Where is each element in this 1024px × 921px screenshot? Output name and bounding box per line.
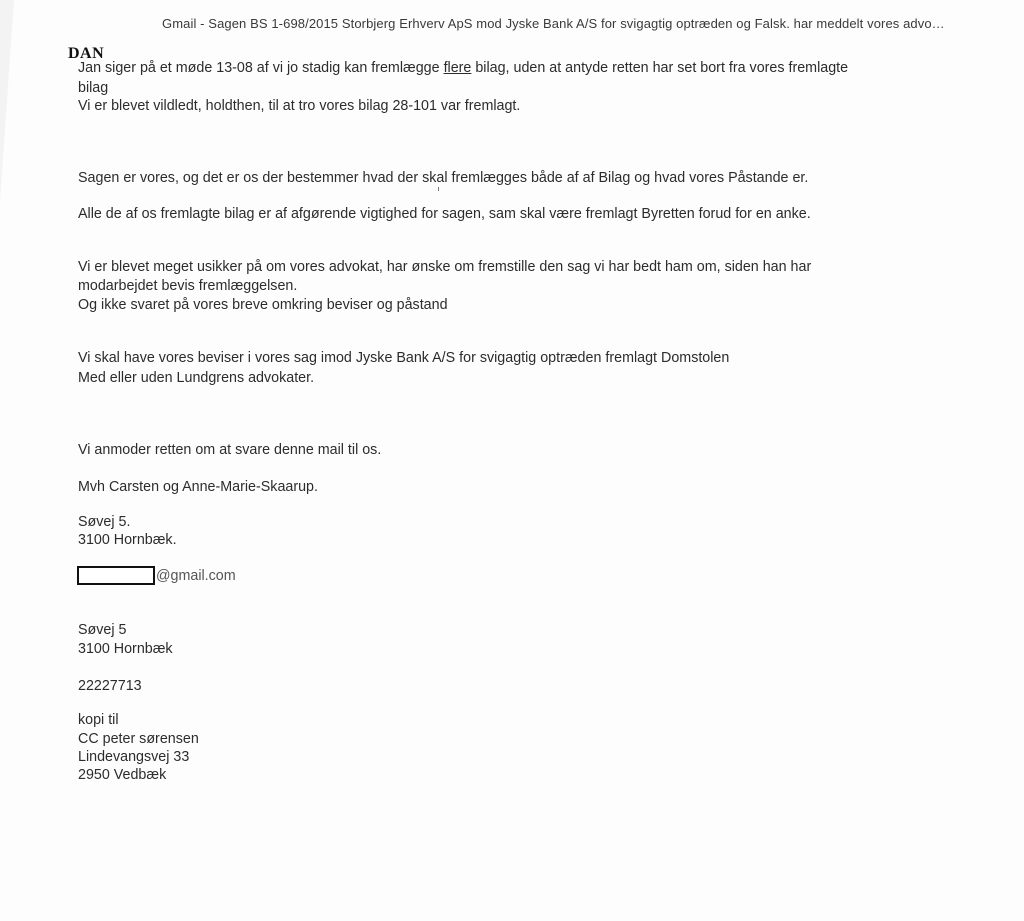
address-2-street: Søvej 5 [78,622,127,638]
phone-number: 22227713 [78,678,142,694]
email-suffix: @gmail.com [156,567,236,584]
paragraph-4-line-1: Vi er blevet meget usikker på om vores advokat, har ønske om fremstille den sag vi har bedt ham om, siden han har [78,259,812,275]
p1-underlined-word: flere [443,60,472,76]
p1-text-before: Jan siger på et møde 13-08 af vi jo stadig kan fremlægge [78,60,444,76]
copy-label: kopi til [78,712,119,728]
address-2-city: 3100 Hornbæk [78,641,173,657]
paragraph-2: Sagen er vores, og det er os der bestemmer hvad der skal fremlægges både af af Bilag og hvad vores Påstande er. [78,170,809,186]
stamp-text: DAN [68,45,105,62]
address-1-city: 3100 Hornbæk. [78,532,177,548]
page-corner-shadow [0,0,14,200]
print-header-title: Gmail - Sagen BS 1-698/2015 Storbjerg Erhverv ApS mod Jyske Bank A/S for svigagtig optræden og Falsk. har meddelt vores advo… [162,16,945,31]
stray-scan-mark [438,187,439,191]
copy-name: CC peter sørensen [78,731,199,747]
paragraph-5-line-1: Vi skal have vores beviser i vores sag imod Jyske Bank A/S for svigagtig optræden fremlagt Domstolen [78,350,730,366]
redaction-box [77,566,155,585]
paragraph-4-line-2: modarbejdet bevis fremlæggelsen. [78,278,298,294]
paragraph-3: Alle de af os fremlagte bilag er af afgørende vigtighed for sagen, sam skal være fremlagt Byretten forud for en anke. [78,206,811,222]
signature-line: Mvh Carsten og Anne-Marie-Skaarup. [78,479,318,495]
paragraph-1-line-2: bilag [78,80,109,96]
paragraph-6: Vi anmoder retten om at svare denne mail til os. [78,442,382,458]
address-1-street: Søvej 5. [78,514,131,530]
copy-city: 2950 Vedbæk [78,767,167,783]
p1-text-after: bilag, uden at antyde retten har set bort fra vores fremlagte [471,60,849,76]
email-address [77,566,236,585]
paragraph-4-line-3: Og ikke svaret på vores breve omkring beviser og påstand [78,297,448,313]
paragraph-5-line-2: Med eller uden Lundgrens advokater. [78,370,315,386]
paragraph-1-line-3: Vi er blevet vildledt, holdthen, til at tro vores bilag 28-101 var fremlagt. [78,98,521,114]
copy-street: Lindevangsvej 33 [78,749,190,765]
paragraph-1-line-1 [78,59,848,78]
